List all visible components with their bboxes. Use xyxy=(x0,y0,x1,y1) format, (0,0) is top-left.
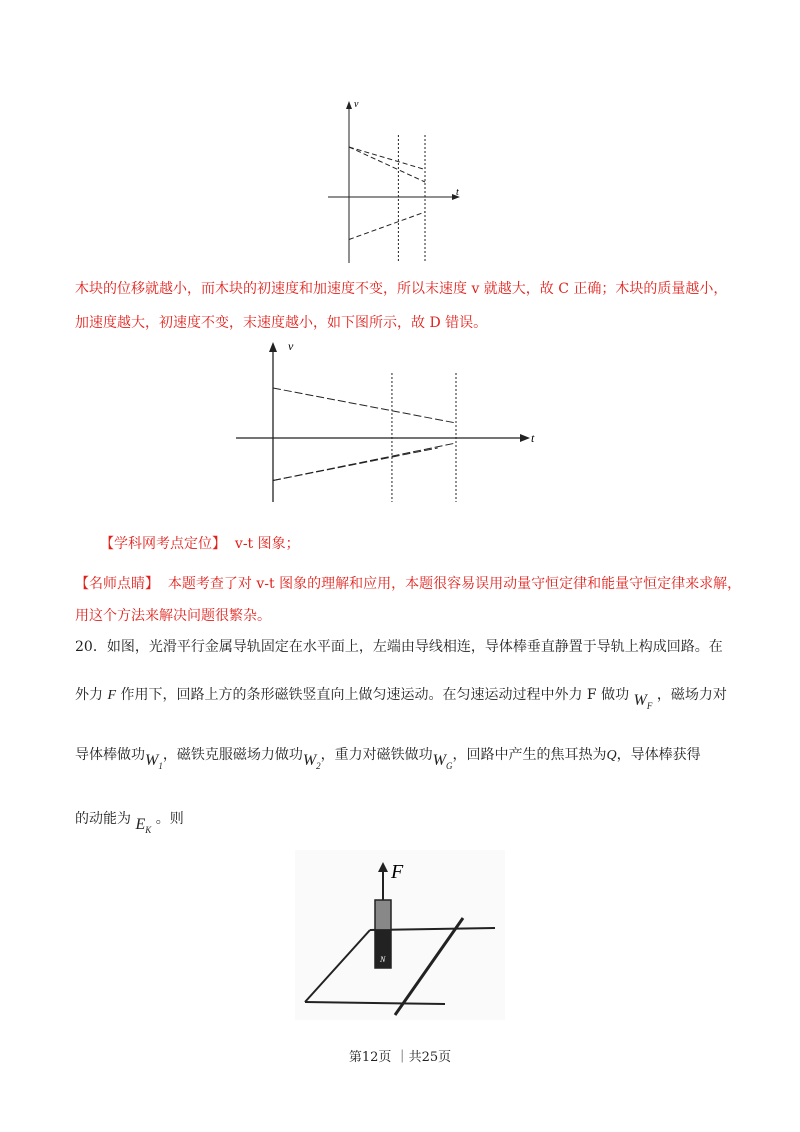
velocity-line xyxy=(349,147,425,182)
magnet-pole-label: N xyxy=(380,955,386,964)
velocity-line xyxy=(349,147,425,170)
graph1-t-label: t xyxy=(456,187,459,198)
vt-graph-2 xyxy=(232,338,542,504)
velocity-line xyxy=(273,448,438,481)
symbol-Q: Q xyxy=(606,748,617,763)
q20-line4 xyxy=(75,808,735,835)
q20-l2c: ，磁场力对 xyxy=(656,687,727,703)
q20-l3d: ，回路中产生的焦耳热为 xyxy=(452,747,607,763)
kaodian-line xyxy=(100,533,300,553)
magnet-top xyxy=(375,900,391,930)
graph1-v-label: v xyxy=(354,99,359,110)
q20-l4a: 的动能为 xyxy=(75,811,131,827)
dianjing-line2: 用这个方法来解决问题很繁杂。 xyxy=(75,608,271,624)
vt-graph-1 xyxy=(320,95,470,265)
symbol-F: F xyxy=(107,688,117,703)
graph2-t-arrow xyxy=(520,434,530,442)
q20-l3c: ，重力对磁铁做功 xyxy=(320,747,433,763)
dianjing-label: 【名师点睛】 xyxy=(75,576,159,592)
q20-l3b: ，磁铁克服磁场力做功 xyxy=(162,747,303,763)
q20-line3 xyxy=(75,744,735,771)
symbol-W1: $W_1$ xyxy=(145,752,163,771)
dianjing-line1 xyxy=(75,573,742,593)
symbol-EK: $E_K$ xyxy=(135,816,152,835)
page-footer: 第12页 ｜共25页 xyxy=(348,1050,452,1065)
velocity-line xyxy=(273,388,456,423)
velocity-line xyxy=(349,212,425,240)
q20-line2 xyxy=(75,684,735,711)
kaodian-label: 【学科网考点定位】 xyxy=(100,536,226,552)
symbol-WG: $W_G$ xyxy=(432,752,453,771)
q20-l2a: 外力 xyxy=(75,687,103,703)
symbol-W2: $W_2$ xyxy=(302,752,321,771)
q20-l3a: 导体棒做功 xyxy=(75,747,145,763)
magnet-rail-figure xyxy=(295,850,505,1020)
graph2-t-label: t xyxy=(531,431,535,445)
dianjing-text-1: 本题考查了对 v-t 图象的理解和应用，本题很容易误用动量守恒定律和能量守恒定律来求解， xyxy=(167,576,742,592)
q20-l3e: ，导体棒获得 xyxy=(616,747,701,763)
q20-l2b: 作用下，回路上方的条形磁铁竖直向上做匀速运动。在匀速运动过程中外力 F 做功 xyxy=(120,687,630,703)
graph2-v-arrow xyxy=(269,342,277,352)
symbol-WF: $W_F$ xyxy=(633,692,653,711)
q20-l4b: 。则 xyxy=(155,811,184,827)
graph1-v-arrow xyxy=(346,101,352,109)
red-para-line1: 木块的位移就越小，而木块的初速度和加速度不变，所以末速度 v 就越大，故 C 正确；木块的质量越小， xyxy=(75,281,728,297)
graph2-v-label: v xyxy=(288,339,294,353)
red-para-line2: 加速度越大，初速度不变，末速度越小，如下图所示，故 D 错误。 xyxy=(75,315,488,331)
force-label: F xyxy=(391,861,404,883)
kaodian-text: v-t 图象； xyxy=(234,536,300,552)
q20-line1: 20．如图，光滑平行金属导轨固定在水平面上，左端由导线相连，导体棒垂直静置于导轨上构成回路。在 xyxy=(75,639,723,655)
